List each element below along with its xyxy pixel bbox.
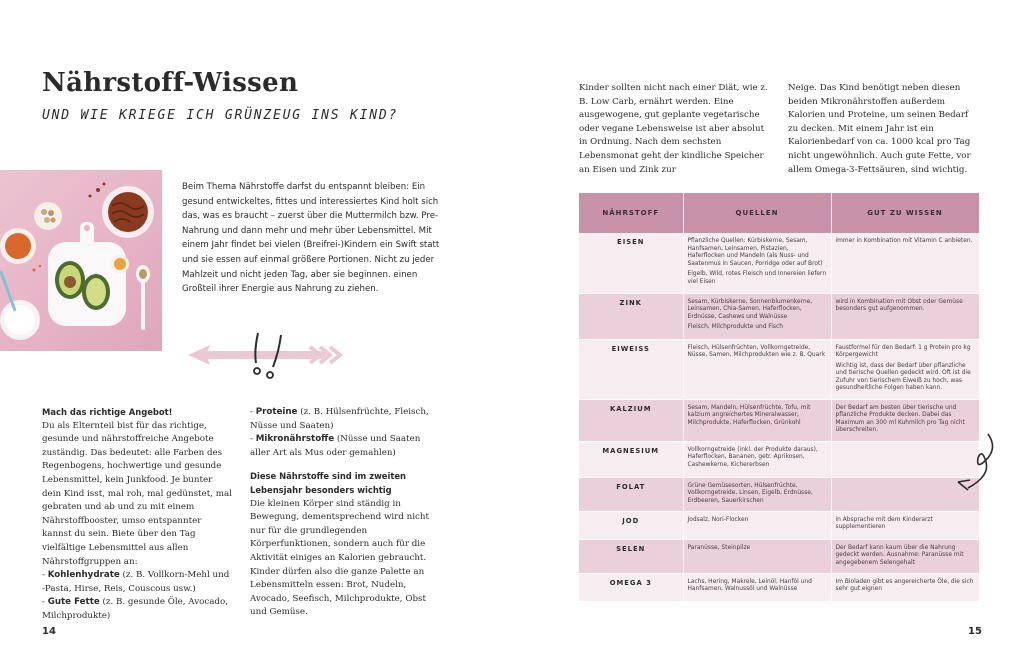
arrow-head-icon — [958, 480, 970, 490]
table-row — [579, 511, 979, 539]
header-gut-zu-wissen: GUT ZU WISSEN — [831, 193, 979, 233]
nutrient-table — [579, 193, 980, 602]
header-naehrstoff: NÄHRSTOFF — [579, 193, 683, 233]
table-row — [579, 399, 979, 441]
info-cell: in Absprache mit dem Kinderarzt supplementieren — [831, 511, 979, 539]
info-cell: immer in Kombination mit Vitamin C anbieten. — [831, 233, 979, 293]
nutrient-name: OMEGA 3 — [579, 573, 683, 601]
nutrient-name: EIWEISS — [579, 339, 683, 399]
page-subtitle: UND WIE KRIEGE ICH GRÜNZEUG INS KIND? — [42, 108, 399, 123]
page-number: 15 — [968, 626, 982, 637]
red-lentils — [5, 233, 31, 259]
nutrient-name: KALZIUM — [579, 399, 683, 441]
nutrient-name: JOD — [579, 511, 683, 539]
right-page — [510, 0, 1020, 667]
table-row — [579, 477, 979, 511]
nutrient-name: MAGNESIUM — [579, 441, 683, 477]
table-row — [579, 441, 979, 477]
info-cell: Im Bioladen gibt es angereicherte Öle, die sich sehr gut eignen — [831, 573, 979, 601]
nutrient-name: ZINK — [579, 293, 683, 339]
text-column-b — [250, 406, 442, 620]
info-cell: Der Bedarf am besten über tierische und pflanzliche Produkte decken. Dabei das Maximum an 300 ml Kuhmilch pro Tag nicht überschreiten. — [831, 399, 979, 441]
column-body: Die kleinen Körper sind ständig in Bewegung, dementsprechend wird nicht nur für die grundlegenden Körperfunktionen, sondern auch für die Aktivität einiges an Kalorien gebraucht. Kinder dürfen also die ganze Palette an Lebensmitteln essen: Brot, Nudeln, Avocado, Seefisch, Milchprodukte, Obst und Gemüse. — [250, 498, 429, 618]
text-column-1: Kinder sollten nicht nach einer Diät, wie z. B. Low Carb, ernährt werden. Eine ausgewogene, gut geplante vegetarische oder vegane Lebensweise ist aber absolut in Ordnung. Nach dem sechsten Lebensmonat geht der kindliche Speicher an Eisen und Zink zur — [579, 83, 768, 175]
nutrient-name: SELEN — [579, 539, 683, 573]
header-quellen: QUELLEN — [683, 193, 831, 233]
intro-paragraph: Beim Thema Nährstoffe darfst du entspannt bleiben: Ein gesund entwickeltes, fittes und interessiertes Kind holt sich das, was es braucht – zuerst über die Muttermilch bzw. Pre-Nahrung und dann mehr und mehr über Lebensmittel. Mit einem Jahr findet bei vielen (Breifrei-)Kindern ein Swift statt und sie essen auf einmal größere Portionen. Nicht zu jeder Mahlzeit und nicht jeden Tag, aber sie beginnen. einen Großteil ihrer Energie aus Nahrung zu ziehen. — [182, 182, 440, 295]
column-heading: Diese Nährstoffe sind im zweiten Lebensjahr besonders wichtig — [250, 471, 407, 495]
left-page — [0, 0, 500, 667]
column-body: Du als Elternteil bist für das richtige, gesunde und nährstoffreiche Angebote zuständig. Das bedeutet: alle Farben des Regenbogens, hochwertige und gesunde Lebensmittel, kein Junkfood. Je bunter dein Kind isst, mal roh, mal gedünstet, mal gebraten und ab und zu mit einem Nährstoffbooster, umso entspannter kannst du sein. Biete über den Tag vielfältige Lebensmittel aus allen Nährstoffgruppen an: — [42, 420, 232, 567]
table-row — [579, 573, 979, 601]
curly-arrow-doodle — [950, 430, 1000, 500]
nut-bowl — [34, 202, 62, 230]
nutrient-name: EISEN — [579, 233, 683, 293]
sources-cell: Vollkorngetreide (inkl. der Produkte daraus), Haferflocken, Bananen, getr. Aprikosen, Cashewkerne, Kichererbsen — [683, 441, 831, 477]
sources-cell: Jodsalz, Nori-Flocken — [683, 511, 831, 539]
food-photo — [0, 170, 162, 351]
list-item: - Proteine (z. B. Hülsenfrüchte, Fleisch, Nüsse und Saaten) — [250, 407, 429, 431]
arrow-exclamation-doodle — [180, 325, 350, 385]
table-header-row — [579, 193, 979, 233]
page-number: 14 — [42, 626, 56, 637]
text-column-2: Neige. Das Kind benötigt neben diesen beiden Mikronährstoffen außerdem Kalorien und Proteine, um seinen Bedarf zu decken. Mit einem Jahr ist ein Kalorienbedarf von ca. 1000 kcal pro Tag nicht ungewöhnlich. Auch gute Fette, vor allem Omega-3-Fettsäuren, sind wichtig. — [788, 83, 971, 175]
sources-cell: Lachs, Hering, Makrele, Leinöl, Hanföl und Hanfsamen, Walnussöl und Walnüsse — [683, 573, 831, 601]
table-row — [579, 339, 979, 399]
text-column-a — [42, 406, 232, 624]
info-cell: wird in Kombination mit Obst oder Gemüse besonders gut aufgenommen. — [831, 293, 979, 339]
page-title: Nährstoff-Wissen — [42, 68, 299, 98]
food-illustration — [0, 170, 162, 351]
sources-cell: Grüne Gemüsesorten, Hülsenfrüchte, Vollkorngetreide, Linsen, Eigelb, Erdnüsse, Erdbeeren, Sauerkirschen — [683, 477, 831, 511]
sources-cell: Sesam, Kürbiskerne, Sonnenblumenkerne, Leinsamen, Chia-Samen, Haferflocken, Erdnüsse, Cashews und Walnüsse Fleisch, Milchprodukte und Fisch — [683, 293, 831, 339]
list-item: - Gute Fette (z. B. gesunde Öle, Avocado, Milchprodukte) — [42, 597, 228, 621]
info-cell: Faustformel für den Bedarf: 1 g Protein pro kg Körpergewicht Wichtig ist, dass der Bedarf über pflanzliche und tierische Quellen gedeckt wird. Oft ist die Zufuhr von tierischem Eiweiß zu hoch, was gesundheitliche Folgen haben kann. — [831, 339, 979, 399]
table-row — [579, 233, 979, 293]
nutrient-name: FOLAT — [579, 477, 683, 511]
sources-cell: Pflanzliche Quellen: Kürbiskerne, Sesam, Hanfsamen, Leinsamen, Pistazien, Haferflocken und Mandeln (als Nuss- und Saatenmus in Saucen, Porridge oder auf Brot) Eigelb, Wild, rotes Fleisch und Innereien liefern viel Eisen — [683, 233, 831, 293]
list-item: - Kohlenhydrate (z. B. Vollkorn-Mehl und -Pasta, Hirse, Reis, Couscous usw.) — [42, 570, 230, 594]
sources-cell: Paranüsse, Steinpilze — [683, 539, 831, 573]
table-row — [579, 539, 979, 573]
sources-cell: Fleisch, Hülsenfrüchten, Vollkorngetreide, Nüsse, Samen, Milchprodukten wie z. B. Quark — [683, 339, 831, 399]
sources-cell: Sesam, Mandeln, Hülsenfrüchte, Tofu, mit kalzium angreichertes Mineralwasser, Milchprodukte, Haferflocken, Grünkohl — [683, 399, 831, 441]
column-heading: Mach das richtige Angebot! — [42, 407, 173, 417]
table-row — [579, 293, 979, 339]
list-item: - Mikronährstoffe (Nüsse und Saaten aller Art als Mus oder gemahlen) — [250, 434, 421, 458]
info-cell: Der Bedarf kann kaum über die Nahrung gedeckt werden. Ausnahme: Paranüsse mit angegebenem Selengehalt — [831, 539, 979, 573]
